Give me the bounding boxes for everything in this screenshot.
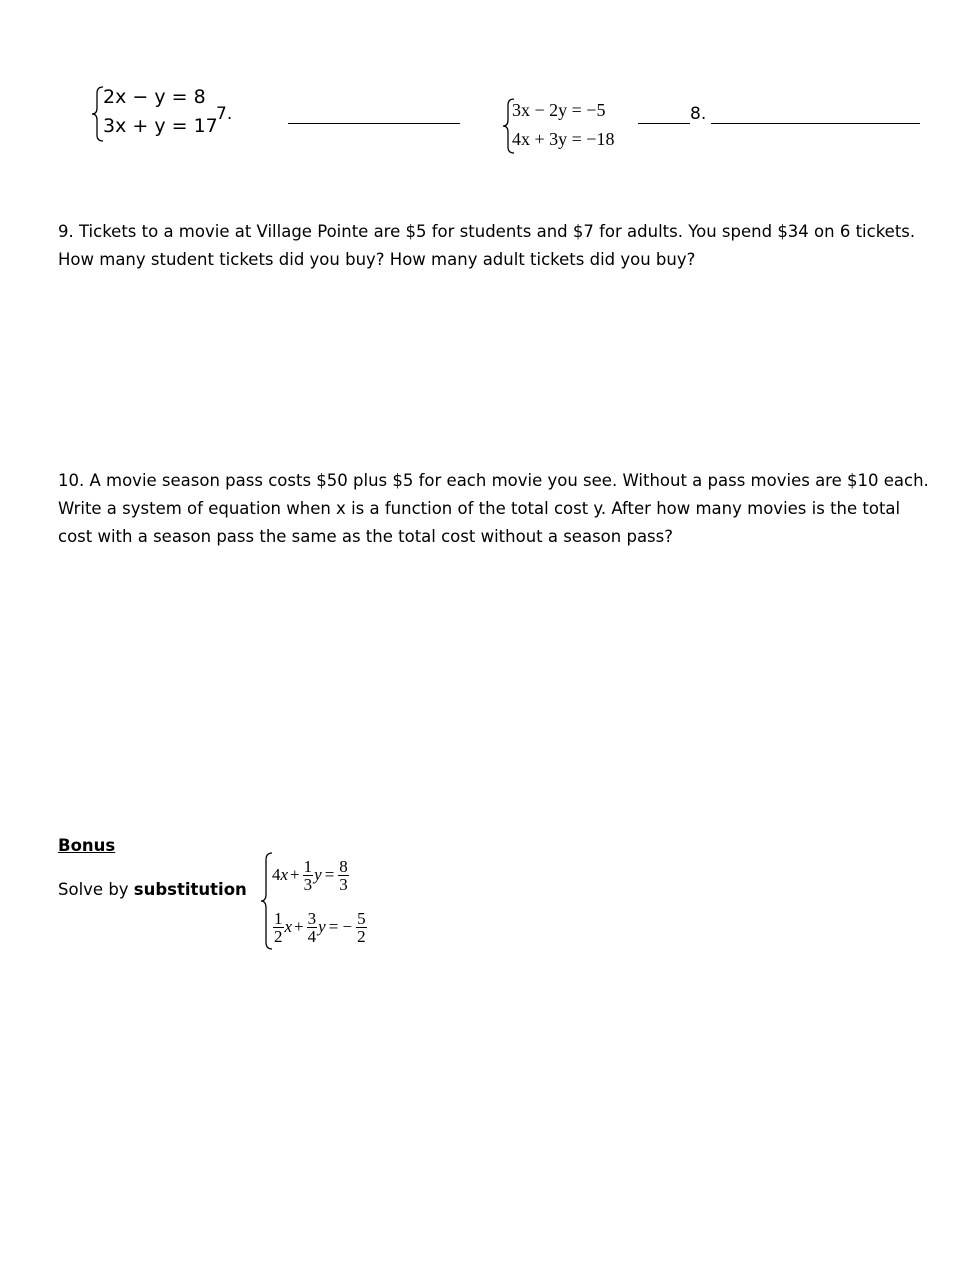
bonus-instruction <box>58 880 247 899</box>
bonus-eq2-y-numerator: 3 <box>307 908 317 928</box>
bonus-eq2-y-denominator: 4 <box>307 926 317 946</box>
problem8-equation-1: 3x − 2y = −5 <box>512 100 606 120</box>
bonus-eq1-rhs-denominator: 3 <box>339 874 348 894</box>
bonus-eq1-var-x: x <box>280 865 289 884</box>
problem8-answer-line[interactable] <box>711 123 920 124</box>
bonus-equation-2 <box>272 904 368 950</box>
bonus-eq1-equals: = <box>324 865 335 884</box>
bonus-eq2-x-denominator: 2 <box>274 926 283 946</box>
bonus-eq1-coef-x: 4 <box>272 865 281 884</box>
bonus-eq2-var-y: y <box>318 917 326 936</box>
bonus-title: Bonus <box>58 836 116 855</box>
problem8-equation-2: 4x + 3y = −18 <box>512 129 615 149</box>
bonus-eq2-rhs-numerator: 5 <box>357 908 366 928</box>
bonus-eq2-y-fraction <box>307 910 318 945</box>
bonus-instruction-method: substitution <box>133 880 247 899</box>
problem10-text: 10. A movie season pass costs $50 plus $5 for each movie you see. Without a pass movies are $10 each. Write a system of equation when x is a function of the total cost y. After how many movies is the total cost with a season pass the same as the total cost without a season pass? <box>58 471 929 546</box>
problem9-text: 9. Tickets to a movie at Village Pointe are $5 for students and $7 for adults. You spend $34 on 6 tickets. How many student tickets did you buy? How many adult tickets did you buy? <box>58 222 916 269</box>
problem7-answer-line[interactable] <box>288 123 460 124</box>
bonus-eq2-var-x: x <box>284 917 293 936</box>
bonus-instruction-prefix: Solve by <box>58 880 134 899</box>
problem7-equation-1: 2x − y = 8 <box>103 86 206 108</box>
bonus-eq2-x-fraction <box>273 910 284 945</box>
problem7-number: 7. <box>216 104 233 124</box>
bonus-eq1-plus: + <box>290 865 300 884</box>
bonus-eq1-y-fraction <box>303 858 314 893</box>
bonus-eq1-y-numerator: 1 <box>303 856 313 876</box>
bonus-eq2-equals: = − <box>328 917 353 936</box>
bonus-eq2-rhs-fraction <box>356 910 367 945</box>
bonus-eq2-rhs-denominator: 2 <box>357 926 366 946</box>
bonus-eq2-x-numerator: 1 <box>274 908 283 928</box>
problem8-answer-line-left[interactable] <box>638 123 690 124</box>
problem7-equation-2: 3x + y = 17 <box>103 115 218 137</box>
bonus-eq1-rhs-fraction <box>338 858 349 893</box>
bonus-eq1-y-denominator: 3 <box>303 874 313 894</box>
bonus-equation-1 <box>272 852 350 898</box>
bonus-eq1-var-y: y <box>314 865 322 884</box>
bonus-eq2-plus: + <box>294 917 304 936</box>
bonus-eq1-rhs-numerator: 8 <box>339 856 348 876</box>
problem8-number: 8. <box>690 104 707 124</box>
